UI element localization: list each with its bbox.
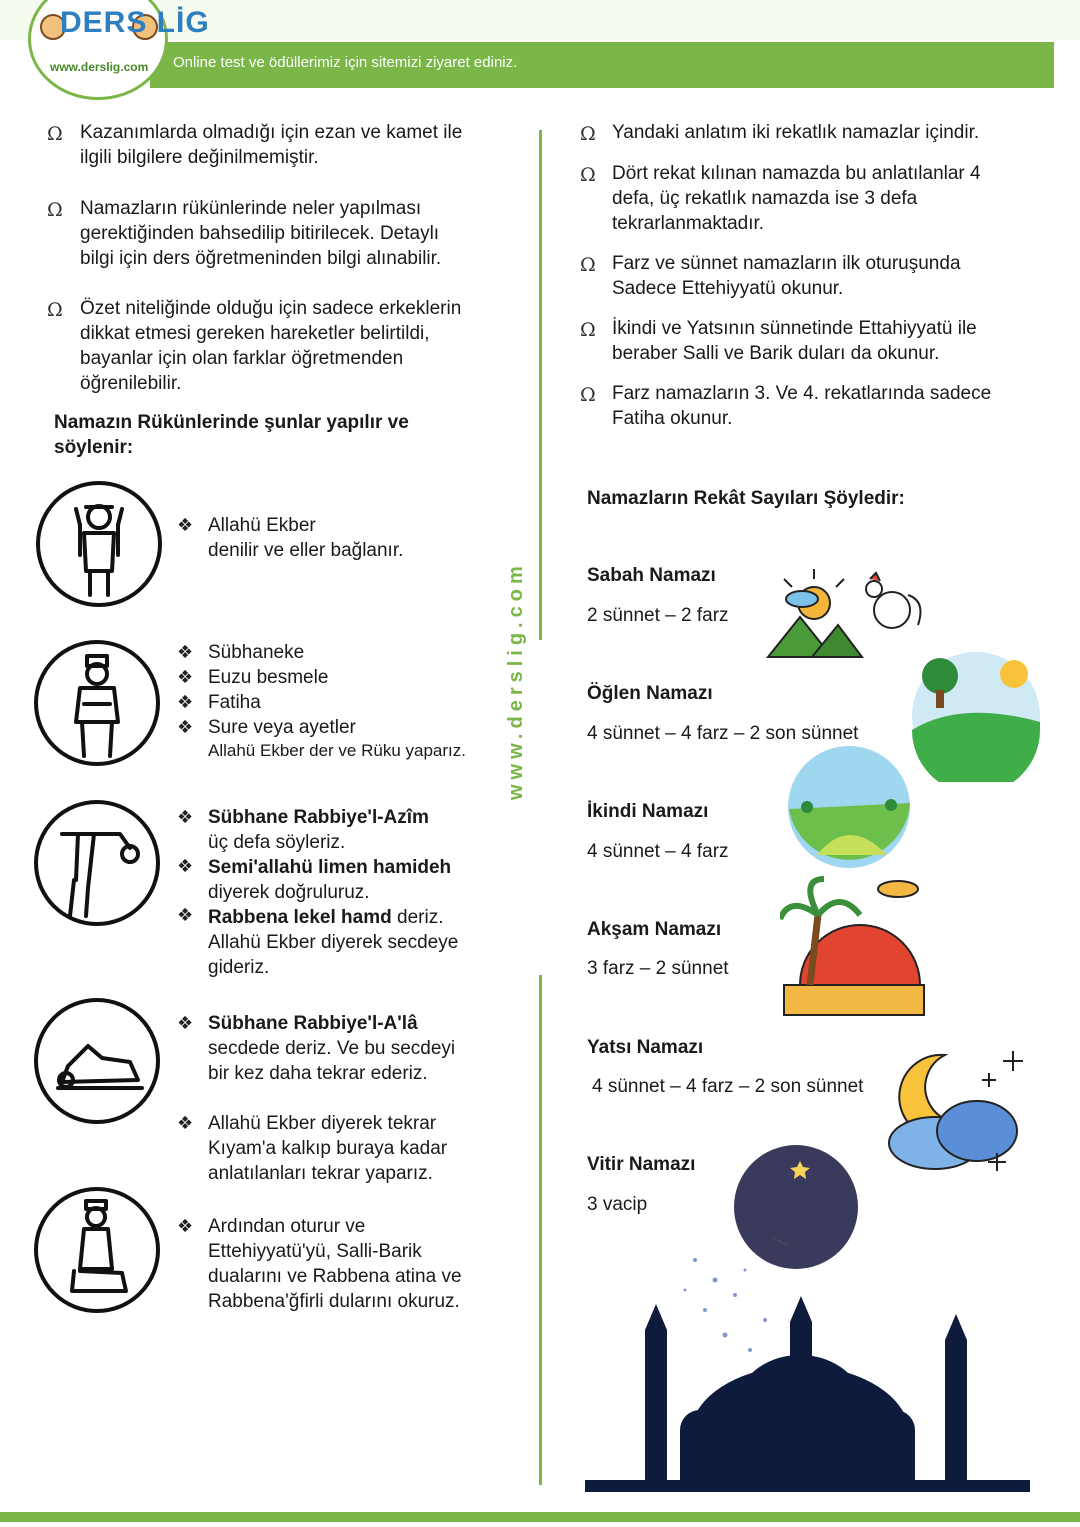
step-2-text: Sübhaneke Euzu besmele Fatiha Sure veya ayetler Allahü Ekber der ve Rüku yaparız.: [208, 642, 466, 760]
diamond-bullet-icon: ❖: [177, 856, 194, 876]
sitting-posture-icon: [34, 1187, 160, 1313]
logo-url[interactable]: www.derslig.com: [50, 60, 149, 74]
ruku-posture-icon: [34, 800, 160, 926]
left-note-1: Kazanımlarda olmadığı için ezan ve kamet ile ilgili bilgilere değinilmemiştir.: [80, 122, 463, 168]
prayer-name-vitir: Vitir Namazı: [587, 1154, 696, 1175]
omega-bullet-icon: Ω: [580, 384, 596, 406]
prayer-count-yatsi: 4 sünnet – 4 farz – 2 son sünnet: [592, 1076, 864, 1097]
sajdah-posture-icon: [34, 998, 160, 1124]
rekat-heading: Namazların Rekât Sayıları Şöyledir:: [587, 488, 905, 509]
diamond-bullet-icon: ❖: [177, 667, 194, 687]
left-note-2: Namazların rükünlerinde neler yapılması gerektiğinden bahsedilip bitirilecek. Detaylı bilgi için ders öğretmeninden bilgi alınabilir.: [80, 198, 442, 269]
omega-bullet-icon: Ω: [47, 299, 63, 321]
noon-hill-icon: [910, 650, 1042, 782]
prayer-count-aksam: 3 farz – 2 sünnet: [587, 958, 729, 979]
diamond-bullet-icon: ❖: [177, 807, 194, 827]
right-note-1: Yandaki anlatım iki rekatlık namazlar içindir.: [612, 122, 980, 143]
header-tagline[interactable]: Online test ve ödüllerimiz için sitemizi ziyaret ediniz.: [173, 54, 518, 71]
right-note-4: İkindi ve Yatsının sünnetinde Ettahiyyatü ile beraber Salli ve Barik duları da okunur.: [612, 318, 977, 364]
prayer-name-aksam: Akşam Namazı: [587, 919, 722, 940]
omega-bullet-icon: Ω: [47, 123, 63, 145]
prayer-count-oglen: 4 sünnet – 4 farz – 2 son sünnet: [587, 723, 859, 744]
diamond-bullet-icon: ❖: [177, 692, 194, 712]
column-divider: [539, 130, 542, 640]
left-note-3: Özet niteliğinde olduğu için sadece erkeklerin dikkat etmesi gereken hareketler belirtildi, bayanlar için olan farklar öğretmenden öğrenilebilir.: [80, 298, 462, 394]
omega-bullet-icon: Ω: [580, 123, 596, 145]
step-3-text: Sübhane Rabbiye'l-Azîm üç defa söyleriz. Semi'allahü limen hamideh diyerek doğruluruz. Rabbena lekel hamd deriz. Allahü Ekber diyerek secdeye gideriz.: [208, 807, 459, 978]
takbir-posture-icon: [36, 481, 162, 607]
step-5-text: Ardından oturur ve Ettehiyyatü'yü, Salli-Barik dualarını ve Rabbena atina ve Rabbena'ğfirli dularını okuruz.: [208, 1216, 462, 1312]
prayer-name-ikindi: İkindi Namazı: [587, 801, 709, 822]
mosque-silhouette-icon: [585, 1240, 1030, 1495]
prayer-count-sabah: 2 sünnet – 2 farz: [587, 605, 729, 626]
omega-bullet-icon: Ω: [580, 254, 596, 276]
column-divider: [539, 975, 542, 1485]
prayer-name-oglen: Öğlen Namazı: [587, 683, 713, 704]
diamond-bullet-icon: ❖: [177, 1013, 194, 1033]
step-4b-text: Allahü Ekber diyerek tekrar Kıyam'a kalkıp buraya kadar anlatılanları tekrar yaparız.: [208, 1113, 448, 1184]
step-4a-text: Sübhane Rabbiye'l-A'lâ secdede deriz. Ve bu secdeyi bir kez daha tekrar ederiz.: [208, 1013, 456, 1084]
diamond-bullet-icon: ❖: [177, 515, 194, 535]
diamond-bullet-icon: ❖: [177, 717, 194, 737]
vertical-site-url[interactable]: www.derslig.com: [505, 561, 527, 800]
qiyam-posture-icon: [34, 640, 160, 766]
right-note-5: Farz namazların 3. Ve 4. rekatlarında sadece Fatiha okunur.: [612, 383, 992, 429]
omega-bullet-icon: Ω: [47, 199, 63, 221]
omega-bullet-icon: Ω: [580, 164, 596, 186]
rukun-heading: Namazın Rükünlerinde şunlar yapılır ve söylenir:: [54, 412, 409, 458]
afternoon-field-icon: [787, 745, 912, 870]
logo-text: DERS LİG: [60, 6, 210, 39]
step-1-text: Allahü Ekber denilir ve eller bağlanır.: [208, 515, 404, 561]
sunset-palm-icon: [780, 875, 925, 1017]
night-moon-cloud-icon: [885, 1045, 1030, 1175]
footer-bar: [0, 1512, 1080, 1522]
prayer-count-vitir: 3 vacip: [587, 1194, 648, 1215]
prayer-name-yatsi: Yatsı Namazı: [587, 1037, 704, 1058]
diamond-bullet-icon: ❖: [177, 905, 194, 925]
right-note-2: Dört rekat kılınan namazda bu anlatılanlar 4 defa, üç rekatlık namazda ise 3 defa tekrarlanmaktadır.: [612, 163, 981, 234]
omega-bullet-icon: Ω: [580, 319, 596, 341]
diamond-bullet-icon: ❖: [177, 1113, 194, 1133]
right-note-3: Farz ve sünnet namazların ilk oturuşunda Sadece Ettehiyyatü okunur.: [612, 253, 961, 299]
diamond-bullet-icon: ❖: [177, 642, 194, 662]
sunrise-rooster-icon: [762, 565, 932, 660]
prayer-count-ikindi: 4 sünnet – 4 farz: [587, 841, 729, 862]
prayer-name-sabah: Sabah Namazı: [587, 565, 716, 586]
diamond-bullet-icon: ❖: [177, 1216, 194, 1236]
